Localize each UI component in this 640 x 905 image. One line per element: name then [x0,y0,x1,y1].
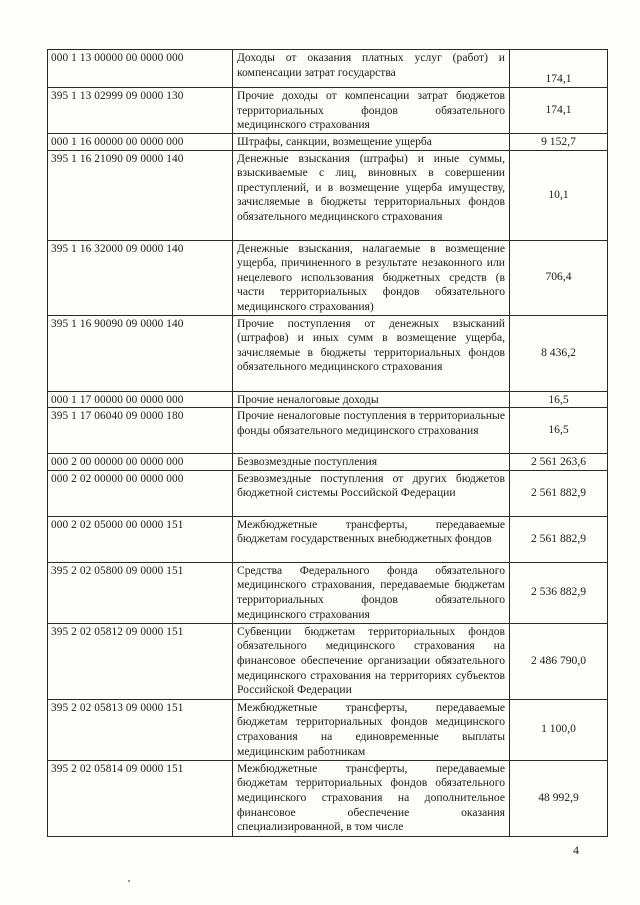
revenue-name-cell: Безвозмездные поступления [233,454,510,471]
revenue-name-cell: Межбюджетные трансферты, передаваемые бюджетам государственных внебюджетных фондов [233,516,510,562]
revenue-name-cell: Межбюджетные трансферты, передаваемые бюджетам территориальных фондов обязательного медицинского страхования на дополнительное финансовое обеспечение оказания специализированной, в том числе [233,760,510,836]
amount-cell: 706,4 [510,240,608,315]
amount-cell: 16,5 [510,408,608,454]
budget-code-cell: 395 1 16 21090 09 0000 140 [48,150,233,240]
revenue-name-cell: Прочие доходы от компенсации затрат бюджетов территориальных фондов обязательного медицинского страхования [233,88,510,134]
amount-cell: 174,1 [510,88,608,134]
table-row [48,408,608,454]
amount-cell: 2 561 263,6 [510,454,608,471]
table-row [48,699,608,760]
table-row [48,470,608,516]
amount-cell: 174,1 [510,50,608,88]
table-row [48,88,608,134]
revenue-name-cell: Доходы от оказания платных услуг (работ) и компенсации затрат государства [233,50,510,88]
table-row [48,240,608,315]
budget-code-cell: 395 1 17 06040 09 0000 180 [48,408,233,454]
budget-code-cell: 000 1 17 00000 00 0000 000 [48,391,233,408]
revenue-name-cell: Межбюджетные трансферты, передаваемые бюджетам территориальных фондов медицинского страхования на единовременные выплаты медицинским работникам [233,699,510,760]
budget-code-cell: 395 2 02 05813 09 0000 151 [48,699,233,760]
budget-code-cell: 000 2 00 00000 00 0000 000 [48,454,233,471]
table-row [48,134,608,151]
amount-cell: 48 992,9 [510,760,608,836]
table-row [48,50,608,88]
amount-cell: 16,5 [510,391,608,408]
budget-revenue-table [47,49,608,837]
budget-code-cell: 000 2 02 05000 00 0000 151 [48,516,233,562]
budget-code-cell: 395 2 02 05812 09 0000 151 [48,623,233,699]
budget-code-cell: 395 1 13 02999 09 0000 130 [48,88,233,134]
budget-code-cell: 395 2 02 05814 09 0000 151 [48,760,233,836]
table-row [48,516,608,562]
budget-code-cell: 000 2 02 00000 00 0000 000 [48,470,233,516]
revenue-name-cell: Безвозмездные поступления от других бюджетов бюджетной системы Российской Федерации [233,470,510,516]
revenue-name-cell: Штрафы, санкции, возмещение ущерба [233,134,510,151]
revenue-name-cell: Прочие неналоговые доходы [233,391,510,408]
page-number: 4 [573,843,579,857]
table-row [48,454,608,471]
budget-code-cell: 395 1 16 32000 09 0000 140 [48,240,233,315]
table-body [48,50,608,837]
revenue-name-cell: Прочие неналоговые поступления в территориальные фонды обязательного медицинского страхования [233,408,510,454]
budget-code-cell: 000 1 16 00000 00 0000 000 [48,134,233,151]
table-row [48,623,608,699]
budget-code-cell: 000 1 13 00000 00 0000 000 [48,50,233,88]
amount-cell: 10,1 [510,150,608,240]
amount-cell: 9 152,7 [510,134,608,151]
revenue-name-cell: Денежные взыскания (штрафы) и иные суммы, взыскиваемые с лиц, виновных в совершении преступлений, и в возмещение ущерба имуществу, зачисляемые в бюджеты территориальных фондов обязательного медицинского страхования [233,150,510,240]
revenue-name-cell: Субвенции бюджетам территориальных фондов обязательного медицинского страхования на финансовое обеспечение организации обязательного медицинского страхования на территориях субъектов Российской Федерации [233,623,510,699]
table-row [48,391,608,408]
revenue-name-cell: Средства Федерального фонда обязательного медицинского страхования, передаваемые бюджетам территориальных фондов обязательного медицинского страхования [233,562,510,623]
revenue-name-cell: Прочие поступления от денежных взысканий (штрафов) и иных сумм в возмещение ущерба, зачисляемые в бюджеты территориальных фондов обязательного медицинского страхования [233,315,510,391]
amount-cell: 2 536 882,9 [510,562,608,623]
table-row [48,760,608,836]
table-row [48,150,608,240]
scan-speck [128,880,130,882]
amount-cell: 1 100,0 [510,699,608,760]
amount-cell: 2 561 882,9 [510,470,608,516]
amount-cell: 2 561 882,9 [510,516,608,562]
table-row [48,315,608,391]
amount-cell: 2 486 790,0 [510,623,608,699]
budget-code-cell: 395 1 16 90090 09 0000 140 [48,315,233,391]
revenue-name-cell: Денежные взыскания, налагаемые в возмещение ущерба, причиненного в результате незаконного или нецелевого использования бюджетных средств (в части территориальных фондов обязательного медицинского страхования) [233,240,510,315]
amount-cell: 8 436,2 [510,315,608,391]
budget-code-cell: 395 2 02 05800 09 0000 151 [48,562,233,623]
table-row [48,562,608,623]
